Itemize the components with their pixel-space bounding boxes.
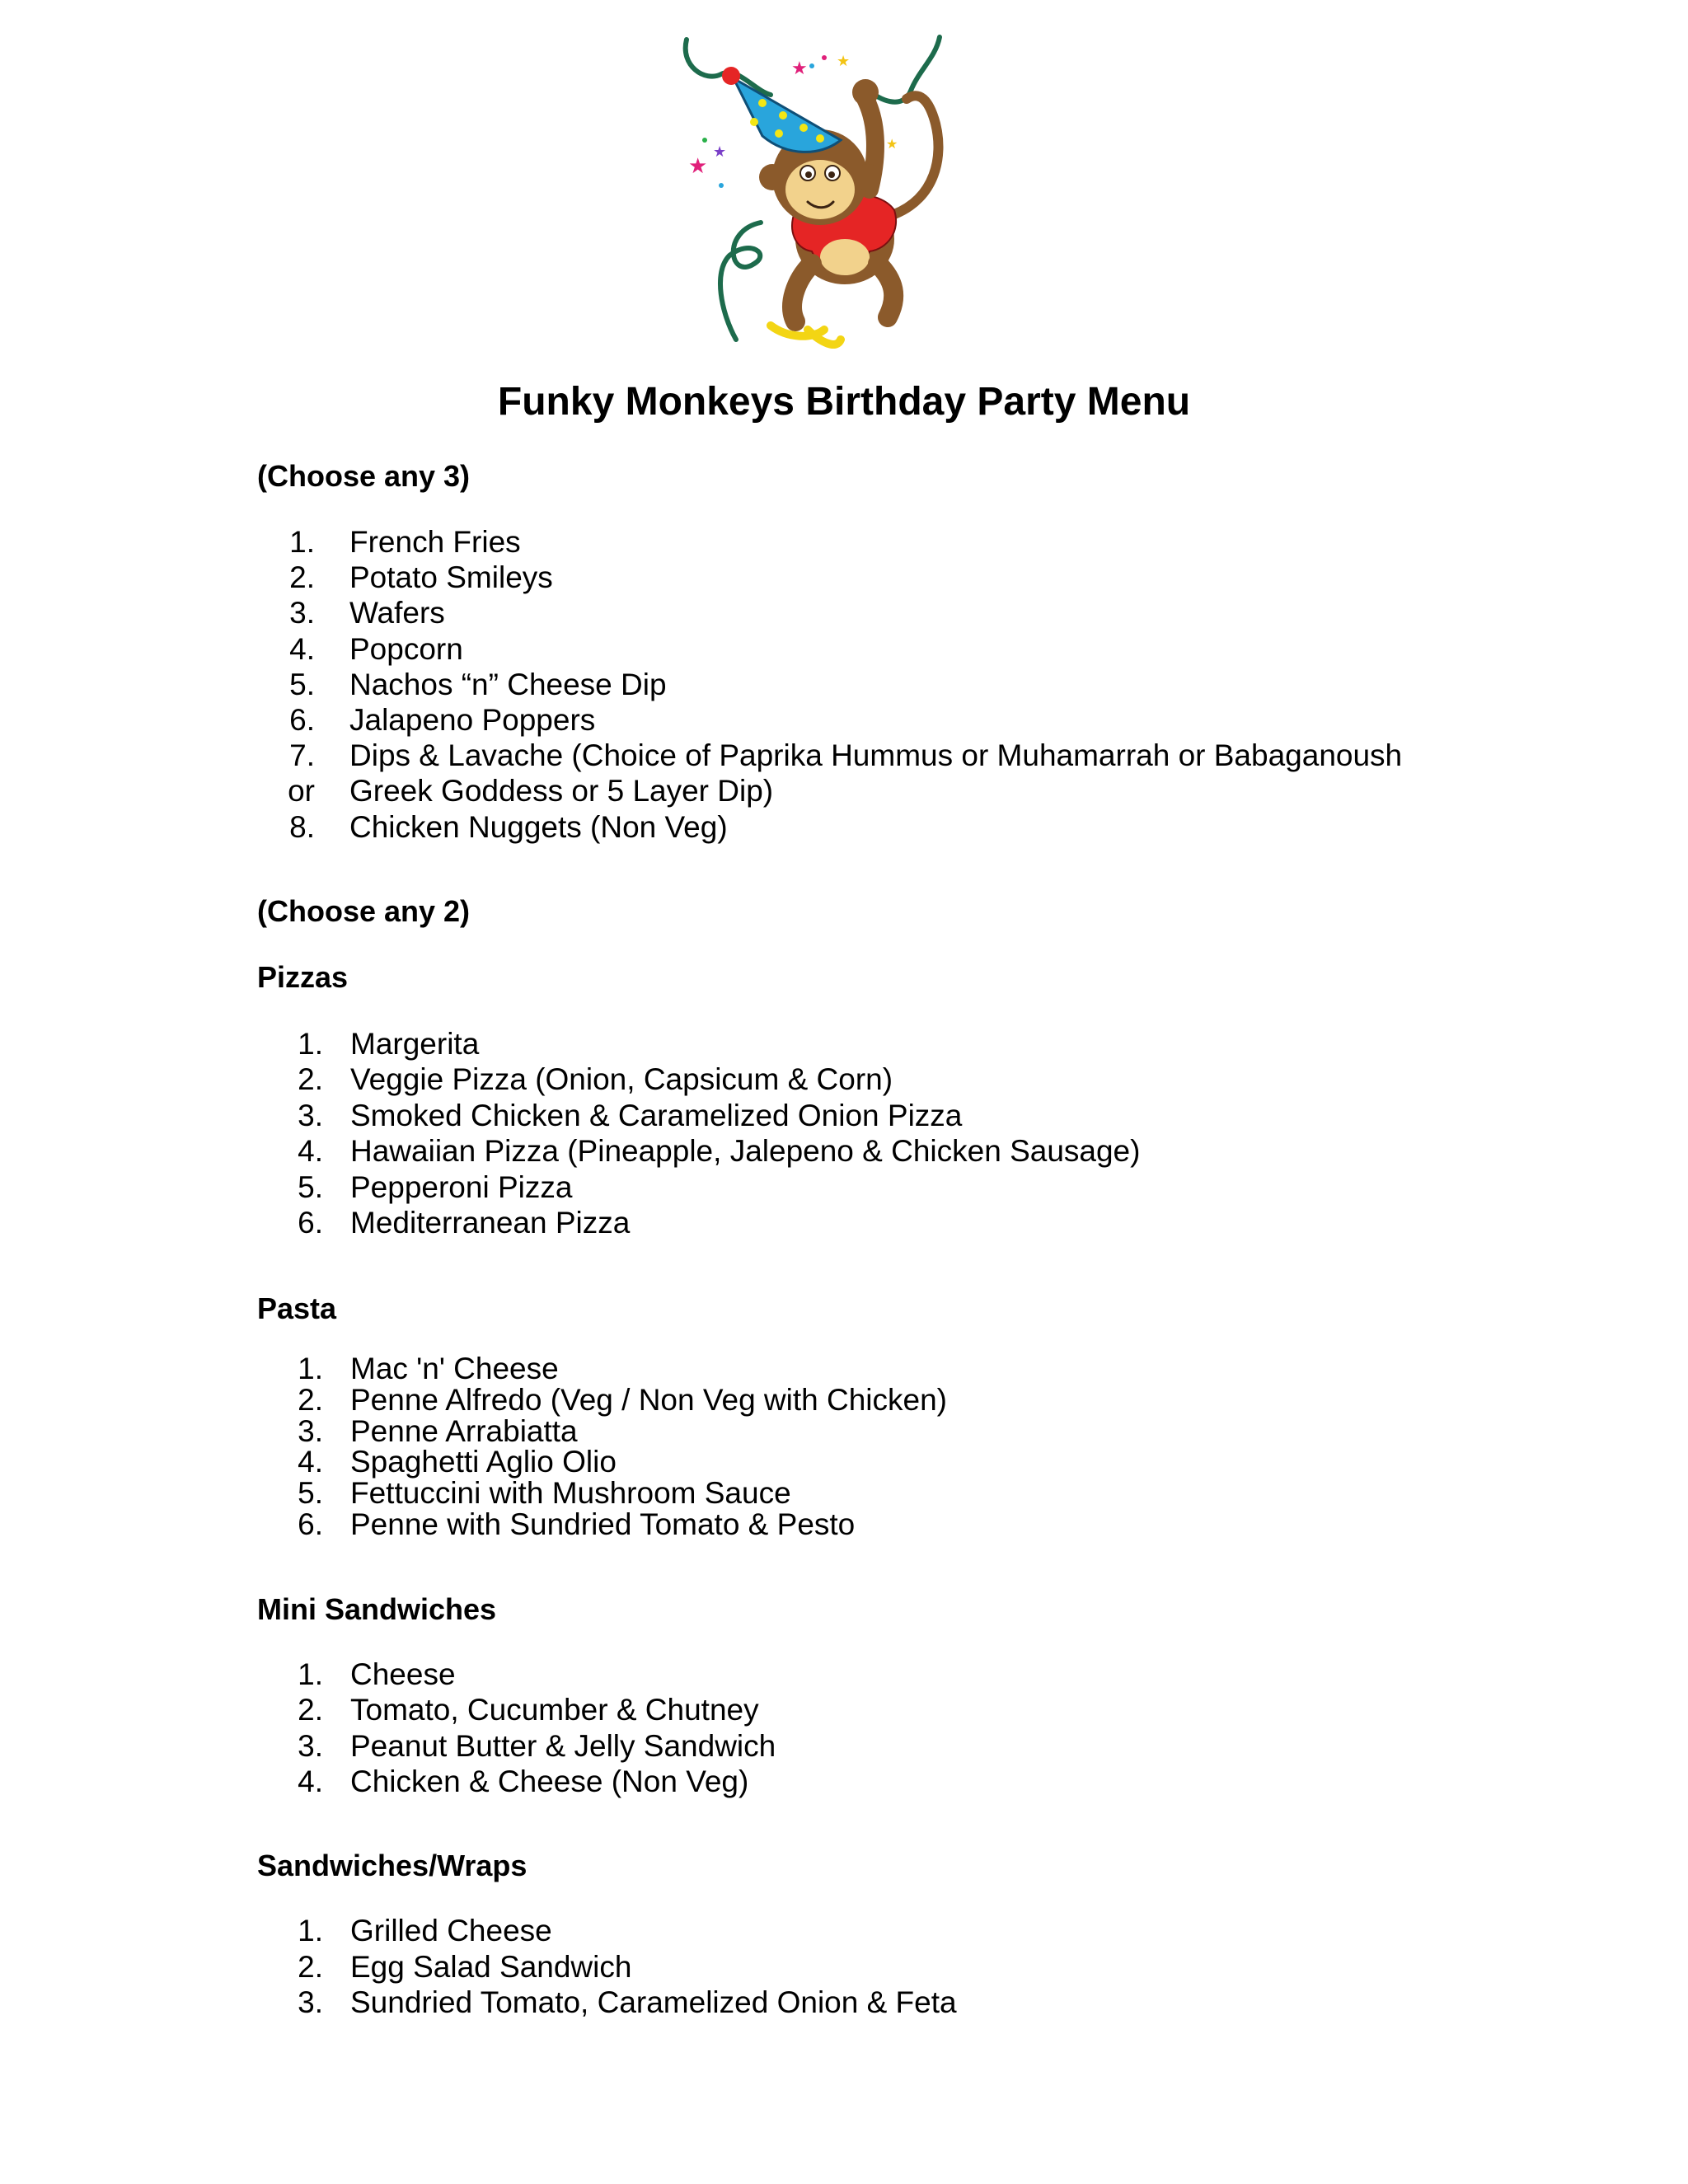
item-text: Chicken Nuggets (Non Veg) [349,809,728,844]
item-number: 4. [298,1445,323,1479]
item-text: Cheese [350,1657,456,1691]
item-text: Mediterranean Pizza [350,1205,631,1240]
item-number: 1. [289,525,315,559]
item-text: Sundried Tomato, Caramelized Onion & Feta [350,1985,957,2019]
svg-text:★: ★ [886,136,898,152]
item-text: Dips & Lavache (Choice of Paprika Hummus or Muhamarrah or Babaganoush [349,738,1403,773]
item-text: Mac 'n' Cheese [350,1352,559,1385]
item-number: 3. [289,596,315,630]
item-number: 3. [298,1728,323,1763]
item-number: 8. [289,809,315,844]
item-number: 7. [289,738,315,773]
item-number: 2. [289,560,315,595]
item-number: 4. [298,1764,323,1798]
item-text: Veggie Pizza (Onion, Capsicum & Corn) [350,1062,893,1097]
item-text: Spaghetti Aglio Olio [350,1445,617,1479]
item-number: 5. [289,667,315,701]
item-number: 1. [298,1027,323,1061]
item-number: 5. [298,1476,323,1511]
item-number: 2. [298,1382,323,1417]
page-title: Funky Monkeys Birthday Party Menu [497,380,1191,424]
item-text: Wafers [349,596,445,630]
item-text: Peanut Butter & Jelly Sandwich [350,1728,776,1763]
item-text: Hawaiian Pizza (Pineapple, Jalepeno & Chicken Sausage) [350,1134,1141,1169]
item-number: 3. [298,1413,323,1448]
svg-text:★: ★ [791,59,808,79]
mains-instruction: (Choose any 2) [257,894,471,928]
item-number: or [288,774,315,808]
item-text: Jalapeno Poppers [349,702,596,737]
item-text: Popcorn [349,631,463,666]
item-number: 2. [298,1062,323,1097]
item-number: 2. [298,1693,323,1727]
item-text: Greek Goddess or 5 Layer Dip) [349,774,774,808]
item-number: 5. [298,1169,323,1204]
item-number: 2. [298,1949,323,1984]
pasta-heading: Pasta [257,1291,337,1325]
item-text: Penne Arrabiatta [350,1413,578,1448]
item-number: 4. [298,1134,323,1169]
item-text: Fettuccini with Mushroom Sauce [350,1476,791,1511]
item-number: 1. [298,1914,323,1947]
item-text: Grilled Cheese [350,1914,552,1947]
wraps-heading: Sandwiches/Wraps [257,1849,528,1882]
item-number: 1. [298,1352,323,1385]
item-number: 4. [289,631,315,666]
party-monkey-illustration [672,33,968,354]
item-text: Chicken & Cheese (Non Veg) [350,1764,749,1798]
svg-text:★: ★ [713,143,727,161]
item-text: Nachos “n” Cheese Dip [349,667,667,701]
item-number: 3. [298,1098,323,1132]
item-number: 1. [298,1657,323,1691]
svg-text:★: ★ [837,53,851,70]
item-text: Penne Alfredo (Veg / Non Veg with Chicken) [350,1382,947,1417]
item-text: Egg Salad Sandwich [350,1949,632,1984]
snacks-instruction: (Choose any 3) [257,459,471,493]
item-text: Smoked Chicken & Caramelized Onion Pizza [350,1098,963,1132]
item-number: 6. [298,1205,323,1240]
pizzas-heading: Pizzas [257,960,349,994]
item-number: 6. [298,1507,323,1541]
item-text: French Fries [349,525,521,559]
item-text: Penne with Sundried Tomato & Pesto [350,1507,856,1541]
item-text: Margerita [350,1027,480,1061]
item-text: Tomato, Cucumber & Chutney [350,1693,759,1727]
item-number: 6. [289,702,315,737]
item-text: Potato Smileys [349,560,553,595]
svg-text:★: ★ [688,154,708,179]
item-number: 3. [298,1985,323,2019]
mini-sandwiches-heading: Mini Sandwiches [257,1592,497,1626]
item-text: Pepperoni Pizza [350,1169,573,1204]
